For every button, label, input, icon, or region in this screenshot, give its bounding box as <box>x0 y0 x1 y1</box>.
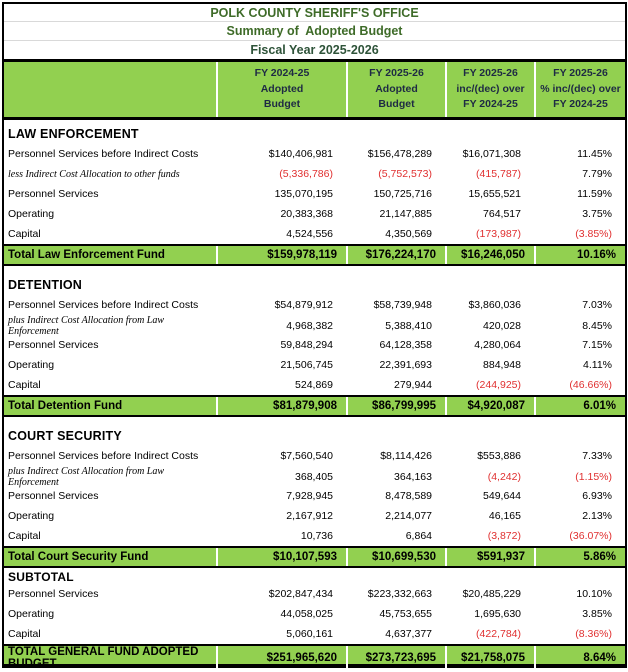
cell-value: 7,928,945 <box>286 490 333 502</box>
row-label: plus Indirect Cost Allocation from Law Enforcement <box>8 315 165 337</box>
cell-value: 7.03% <box>582 299 612 311</box>
row-label: Operating <box>8 208 55 220</box>
table-row <box>4 164 625 184</box>
total-label: Total Detention Fund <box>8 400 123 412</box>
cell-value: 7.15% <box>582 339 612 351</box>
cell-value: (3,872) <box>487 530 521 542</box>
cell-value: $16,071,308 <box>462 148 521 160</box>
table-row <box>4 584 625 604</box>
row-label: Personnel Services before Indirect Costs <box>8 148 199 160</box>
cell-value: 11.59% <box>577 188 612 200</box>
table-row <box>4 184 625 204</box>
cell-value: (244,925) <box>476 379 521 391</box>
cell-value: $156,478,289 <box>367 148 432 160</box>
total-value: 5.86% <box>534 548 625 566</box>
table-row <box>4 486 625 506</box>
cell-value: 279,944 <box>394 379 432 391</box>
total-label: TOTAL GENERAL FUND ADOPTED BUDGET <box>8 646 199 670</box>
total-label: Total Court Security Fund <box>8 551 149 563</box>
cell-value: 150,725,716 <box>373 188 432 200</box>
cell-value: 368,405 <box>295 471 333 483</box>
cell-value: (46.66%) <box>569 379 612 391</box>
cell-value: 4,280,064 <box>474 339 521 351</box>
header-line: Budget <box>263 98 301 111</box>
header-line: FY 2024-25 <box>463 98 518 111</box>
total-value: 8.64% <box>534 646 625 670</box>
cell-value: 6,864 <box>405 530 432 542</box>
cell-value: 4,350,569 <box>385 228 432 240</box>
row-label: Capital <box>8 530 41 542</box>
cell-value: $8,114,426 <box>380 450 432 462</box>
cell-value: 4,968,382 <box>286 320 333 332</box>
cell-value: $553,886 <box>477 450 521 462</box>
header-line: FY 2024-25 <box>553 98 608 111</box>
cell-value: (4,242) <box>487 471 521 483</box>
column-header-pct-inc-dec <box>534 62 625 117</box>
total-row-total-court-security-fund <box>4 546 625 568</box>
cell-value: 15,655,521 <box>468 188 521 200</box>
column-header-inc-dec <box>445 62 534 117</box>
cell-value: (1.15%) <box>575 471 612 483</box>
fiscal-year: Fiscal Year 2025-2026 <box>250 42 379 57</box>
total-value: $16,246,050 <box>445 246 534 264</box>
total-value: $591,937 <box>445 548 534 566</box>
row-label: Capital <box>8 379 41 391</box>
cell-value: 364,163 <box>394 471 432 483</box>
report-title: POLK COUNTY SHERIFF'S OFFICE <box>210 5 419 20</box>
cell-value: 2,167,912 <box>286 510 333 522</box>
cell-value: (3.85%) <box>575 228 612 240</box>
row-label: Operating <box>8 359 55 371</box>
section-header-subtotal: SUBTOTAL <box>8 569 74 584</box>
report-title-row <box>4 4 625 22</box>
cell-value: (5,336,786) <box>279 168 333 180</box>
total-value: $10,107,593 <box>216 548 346 566</box>
row-label: less Indirect Cost Allocation to other funds <box>8 168 180 180</box>
cell-value: 10,736 <box>300 530 333 542</box>
table-row <box>4 335 625 355</box>
cell-value: $20,485,229 <box>462 588 521 600</box>
cell-value: (415,787) <box>476 168 521 180</box>
cell-value: $58,739,948 <box>373 299 432 311</box>
cell-value: 21,506,745 <box>280 359 333 371</box>
cell-value: 2.13% <box>582 510 612 522</box>
cell-value: 884,948 <box>483 359 521 371</box>
cell-value: 46,165 <box>488 510 521 522</box>
table-row <box>4 526 625 546</box>
report-subtitle-row <box>4 22 625 40</box>
cell-value: 3.85% <box>582 608 612 620</box>
table-row <box>4 624 625 644</box>
total-value: $159,978,119 <box>216 246 346 264</box>
total-value: $251,965,620 <box>216 646 346 670</box>
row-label: plus Indirect Cost Allocation from Law Enforcement <box>8 466 165 488</box>
section-header-detention: DETENTION <box>8 278 83 292</box>
total-value: 10.16% <box>534 246 625 264</box>
cell-value: 135,070,195 <box>274 188 333 200</box>
row-label: Operating <box>8 608 55 620</box>
table-row <box>4 375 625 395</box>
table-row <box>4 315 625 335</box>
total-row-total-law-enforcement-fund <box>4 244 625 266</box>
cell-value: 4,524,556 <box>286 228 333 240</box>
cell-value: 8,478,589 <box>385 490 432 502</box>
cell-value: $3,860,036 <box>468 299 521 311</box>
row-label: Operating <box>8 510 55 522</box>
table-row <box>4 446 625 466</box>
cell-value: $54,879,912 <box>274 299 333 311</box>
header-line: FY 2025-26 <box>553 66 608 79</box>
total-value: $176,224,170 <box>346 246 445 264</box>
total-value: $86,799,995 <box>346 397 445 415</box>
section-header-law-enforcement: LAW ENFORCEMENT <box>8 127 139 141</box>
cell-value: 7.33% <box>582 450 612 462</box>
table-row <box>4 506 625 526</box>
cell-value: 11.45% <box>577 148 612 160</box>
column-header-fy2025-26-adopted <box>346 62 445 117</box>
header-line: Adopted <box>260 82 304 95</box>
cell-value: 22,391,693 <box>379 359 432 371</box>
table-row <box>4 144 625 164</box>
total-value: $4,920,087 <box>445 397 534 415</box>
table-row <box>4 295 625 315</box>
row-label: Personnel Services <box>8 188 99 200</box>
table-row <box>4 224 625 244</box>
row-label: Personnel Services <box>8 339 99 351</box>
header-line: Adopted <box>375 82 418 95</box>
cell-value: 45,753,655 <box>379 608 432 620</box>
cell-value: 4,637,377 <box>385 628 432 640</box>
header-line: FY 2025-26 <box>369 66 424 79</box>
cell-value: (173,987) <box>476 228 521 240</box>
total-value: $273,723,695 <box>346 646 445 670</box>
cell-value: (36.07%) <box>569 530 612 542</box>
cell-value: 2,214,077 <box>385 510 432 522</box>
total-row-total-general-fund-adopted-budget <box>4 644 625 670</box>
total-value: $21,758,075 <box>445 646 534 670</box>
cell-value: $202,847,434 <box>268 588 333 600</box>
cell-value: 44,058,025 <box>280 608 333 620</box>
fiscal-year-row <box>4 41 625 59</box>
header-line: % inc/(dec) over <box>540 82 621 95</box>
header-line: Budget <box>378 98 415 111</box>
total-value: 6.01% <box>534 397 625 415</box>
total-row-total-detention-fund <box>4 395 625 417</box>
cell-value: 59,848,294 <box>280 339 333 351</box>
cell-value: (5,752,573) <box>378 168 432 180</box>
column-header-fy2024-25-adopted <box>216 62 346 117</box>
header-line: FY 2024-25 <box>254 66 310 79</box>
cell-value: 764,517 <box>483 208 521 220</box>
total-value: $10,699,530 <box>346 548 445 566</box>
column-header-row <box>4 62 625 117</box>
cell-value: 420,028 <box>483 320 521 332</box>
table-row <box>4 466 625 486</box>
budget-table <box>2 2 627 668</box>
total-value: $81,879,908 <box>216 397 346 415</box>
cell-value: (422,784) <box>476 628 521 640</box>
column-header-spacer <box>4 62 216 117</box>
section-header-court-security: COURT SECURITY <box>8 429 122 443</box>
cell-value: 3.75% <box>582 208 612 220</box>
cell-value: 21,147,885 <box>379 208 432 220</box>
row-label: Personnel Services before Indirect Costs <box>8 450 199 462</box>
row-label: Personnel Services before Indirect Costs <box>8 299 199 311</box>
cell-value: 4.11% <box>583 359 612 371</box>
row-label: Capital <box>8 628 41 640</box>
row-label: Personnel Services <box>8 588 99 600</box>
row-label: Personnel Services <box>8 490 99 502</box>
cell-value: 1,695,630 <box>474 608 521 620</box>
header-line: inc/(dec) over <box>456 82 525 95</box>
cell-value: 64,128,358 <box>379 339 432 351</box>
cell-value: $140,406,981 <box>268 148 333 160</box>
cell-value: $7,560,540 <box>280 450 333 462</box>
header-line: FY 2025-26 <box>463 66 518 79</box>
table-body <box>4 120 625 670</box>
cell-value: 8.45% <box>582 320 612 332</box>
report-subtitle: Summary of Adopted Budget <box>226 24 403 39</box>
table-row <box>4 204 625 224</box>
row-label: Capital <box>8 228 41 240</box>
cell-value: 7.79% <box>582 168 612 180</box>
cell-value: 5,388,410 <box>385 320 432 332</box>
cell-value: 10.10% <box>576 588 612 600</box>
cell-value: 6.93% <box>582 490 612 502</box>
cell-value: (8.36%) <box>575 628 612 640</box>
total-label: Total Law Enforcement Fund <box>8 249 165 261</box>
cell-value: 20,383,368 <box>280 208 333 220</box>
cell-value: $223,332,663 <box>367 588 432 600</box>
cell-value: 524,869 <box>295 379 333 391</box>
cell-value: 549,644 <box>483 490 521 502</box>
table-row <box>4 355 625 375</box>
cell-value: 5,060,161 <box>286 628 333 640</box>
table-row <box>4 604 625 624</box>
